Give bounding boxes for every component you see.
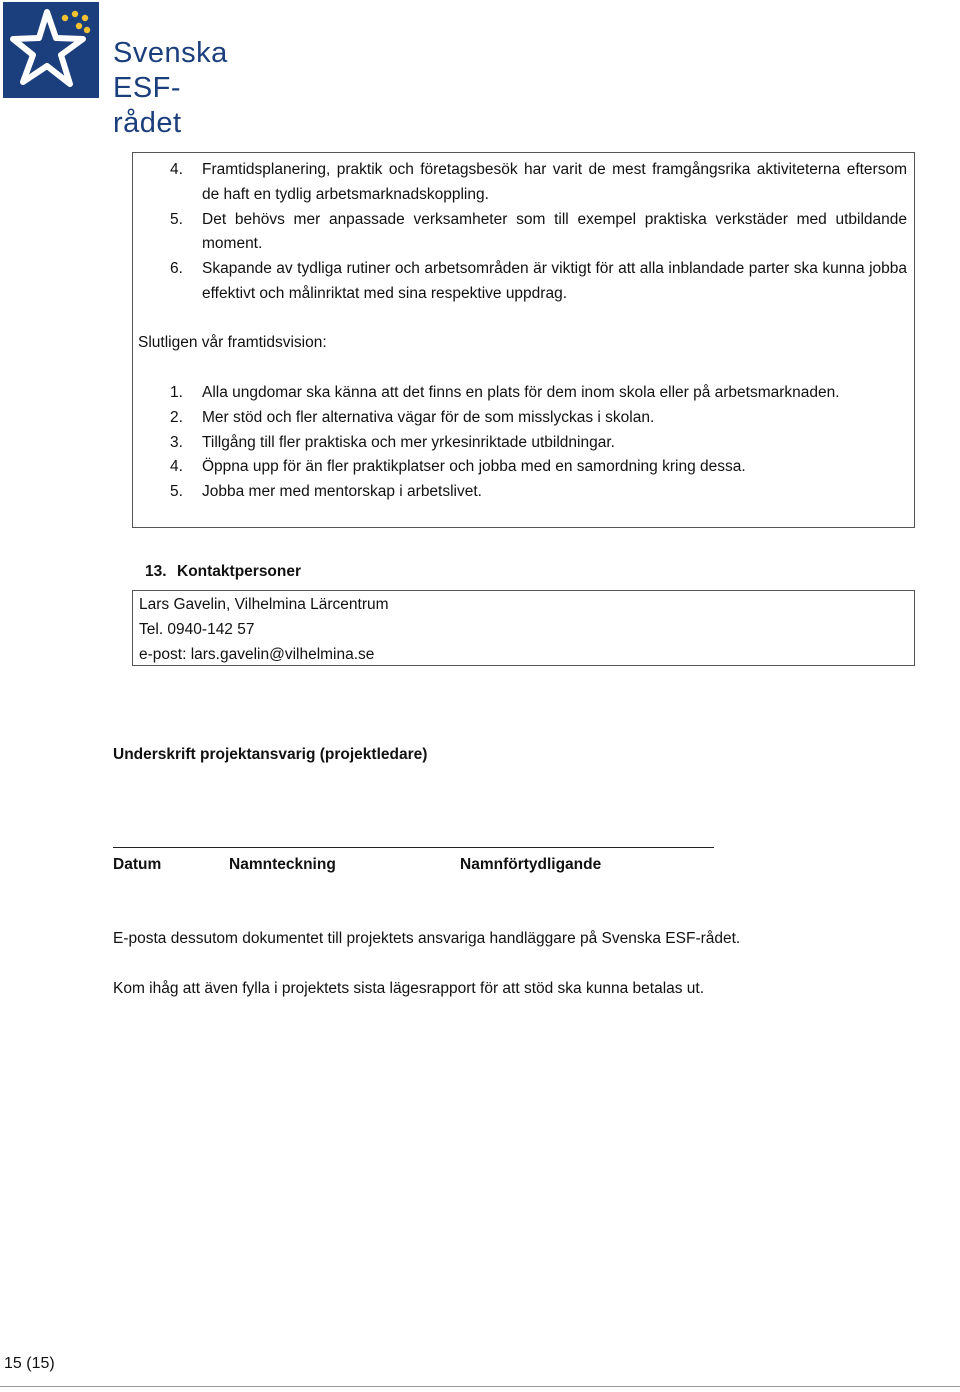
list-item — [133, 381, 914, 406]
eu-star-icon — [76, 23, 82, 29]
list-item — [133, 257, 914, 307]
report-note: Kom ihåg att även fylla i projektets sista lägesrapport för att stöd ska kunna betalas ut. — [113, 980, 705, 997]
list-text: Jobba mer med mentorskap i arbetslivet. — [202, 483, 482, 501]
name-clarification-label: Namnförtydligande — [460, 856, 602, 873]
list-text: Det behövs mer anpassade verksamheter som till exempel praktiska verkstäder med utbildande moment. — [202, 210, 907, 253]
date-label: Datum — [113, 856, 162, 873]
list-number: 6. — [170, 260, 183, 278]
eu-star-icon — [84, 27, 90, 33]
page-number: 15 (15) — [4, 1355, 55, 1372]
contact-phone: Tel. 0940-142 57 — [139, 621, 255, 638]
findings-list — [133, 158, 914, 307]
list-item — [133, 158, 914, 208]
logo-star-badge — [3, 2, 99, 98]
contact-email: e-post: lars.gavelin@vilhelmina.se — [139, 646, 375, 663]
signature-heading: Underskrift projektansvarig (projektledare) — [113, 746, 428, 763]
list-number: 4. — [170, 161, 183, 178]
vision-list — [133, 381, 914, 505]
list-number: 3. — [170, 433, 183, 451]
footer-divider — [0, 1386, 960, 1387]
list-number: 5. — [170, 210, 183, 228]
logo-line-2: ESF-rådet — [113, 72, 182, 139]
section-title: Kontaktpersoner — [177, 563, 302, 580]
esf-logo — [3, 2, 243, 139]
star-icon — [3, 2, 99, 98]
logo-line-1: Svenska — [113, 37, 228, 69]
list-text: Framtidsplanering, praktik och företagsbesök har varit de mest framgångsrika aktiviteterna eftersom de haft en tydlig arbetsmarknadskoppling. — [202, 161, 907, 203]
list-number: 4. — [170, 458, 183, 476]
section-number: 13. — [145, 563, 167, 580]
list-item — [133, 208, 914, 258]
list-text: Skapande av tydliga rutiner och arbetsområden är viktigt för att alla inblandade parter ska kunna jobba effektivt och målinriktat med sina respektive uppdrag. — [202, 260, 907, 302]
list-number: 5. — [170, 483, 183, 501]
eu-star-icon — [72, 11, 78, 17]
list-item — [133, 431, 914, 456]
list-text: Alla ungdomar ska känna att det finns en plats för dem inom skola eller på arbetsmarknaden. — [202, 384, 840, 401]
list-number: 1. — [170, 384, 183, 401]
list-item — [133, 480, 914, 505]
eu-star-icon — [62, 15, 68, 21]
list-text: Öppna upp för än fler praktikplatser och jobba med en samordning kring dessa. — [202, 458, 746, 476]
contact-box — [132, 590, 915, 666]
email-note: E-posta dessutom dokumentet till projektets ansvariga handläggare på Svenska ESF-rådet. — [113, 930, 741, 947]
signature-label: Namnteckning — [229, 856, 336, 873]
list-number: 2. — [170, 408, 183, 426]
list-text: Tillgång till fler praktiska och mer yrkesinriktade utbildningar. — [202, 433, 615, 451]
contact-name: Lars Gavelin, Vilhelmina Lärcentrum — [139, 596, 389, 613]
list-item — [133, 455, 914, 480]
logo-wordmark — [113, 36, 243, 141]
signature-line — [113, 847, 714, 848]
list-text: Mer stöd och fler alternativa vägar för de som misslyckas i skolan. — [202, 408, 655, 426]
vision-heading: Slutligen vår framtidsvision: — [138, 334, 327, 351]
results-box — [132, 152, 915, 528]
eu-star-icon — [82, 15, 88, 21]
list-item — [133, 406, 914, 431]
section-heading-contacts — [145, 561, 301, 583]
